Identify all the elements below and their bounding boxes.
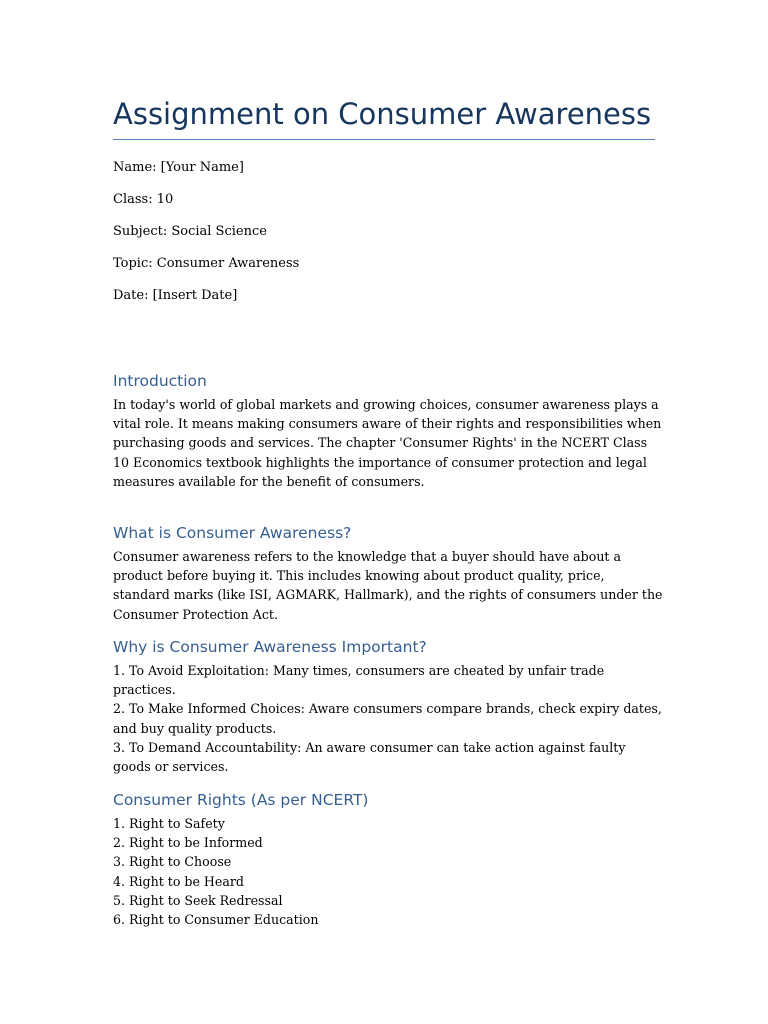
heading-consumer-rights: Consumer Rights (As per NCERT) bbox=[113, 791, 369, 809]
list-item: 3. Right to Choose bbox=[113, 854, 232, 870]
list-item: 1. Right to Safety bbox=[113, 816, 225, 831]
list-why-important bbox=[113, 661, 663, 776]
paragraph-introduction: In today's world of global markets and growing choices, consumer awareness plays a vital role. It means making consumers aware of their rights and responsibilities when purchasing goods and services. The chapter 'Consumer Rights' in the NCERT Class 10 Economics textbook highlights the importance of consumer protection and legal measures available for the benefit of consumers. bbox=[113, 397, 662, 489]
list-item: 3. To Demand Accountability: An aware consumer can take action against faulty goods or services. bbox=[113, 739, 626, 775]
list-item: 1. To Avoid Exploitation: Many times, consumers are cheated by unfair trade practices. bbox=[113, 663, 605, 698]
heading-why-important: Why is Consumer Awareness Important? bbox=[113, 638, 427, 656]
meta-class: Class: 10 bbox=[113, 192, 174, 207]
list-consumer-rights bbox=[113, 814, 663, 929]
title-underline bbox=[113, 139, 655, 140]
list-item: 5. Right to Seek Redressal bbox=[113, 892, 283, 908]
list-item: 2. To Make Informed Choices: Aware consumers compare brands, check expiry dates, and buy quality products. bbox=[113, 701, 662, 736]
document-title: Assignment on Consumer Awareness bbox=[113, 97, 652, 131]
meta-topic: Topic: Consumer Awareness bbox=[113, 256, 300, 271]
meta-date: Date: [Insert Date] bbox=[113, 288, 238, 303]
heading-introduction: Introduction bbox=[113, 372, 207, 390]
list-item: 2. Right to be Informed bbox=[113, 835, 263, 851]
meta-name: Name: [Your Name] bbox=[113, 160, 244, 175]
heading-what-is-consumer-awareness: What is Consumer Awareness? bbox=[113, 524, 352, 542]
meta-subject: Subject: Social Science bbox=[113, 224, 267, 239]
list-item: 4. Right to be Heard bbox=[113, 873, 244, 889]
paragraph-what-is-consumer-awareness: Consumer awareness refers to the knowledge that a buyer should have about a product before buying it. This includes knowing about product quality, price, standard marks (like ISI, AGMARK, Hallmark), and the rights of consumers under the Consumer Protection Act. bbox=[113, 549, 663, 622]
list-item: 6. Right to Consumer Education bbox=[113, 912, 319, 928]
